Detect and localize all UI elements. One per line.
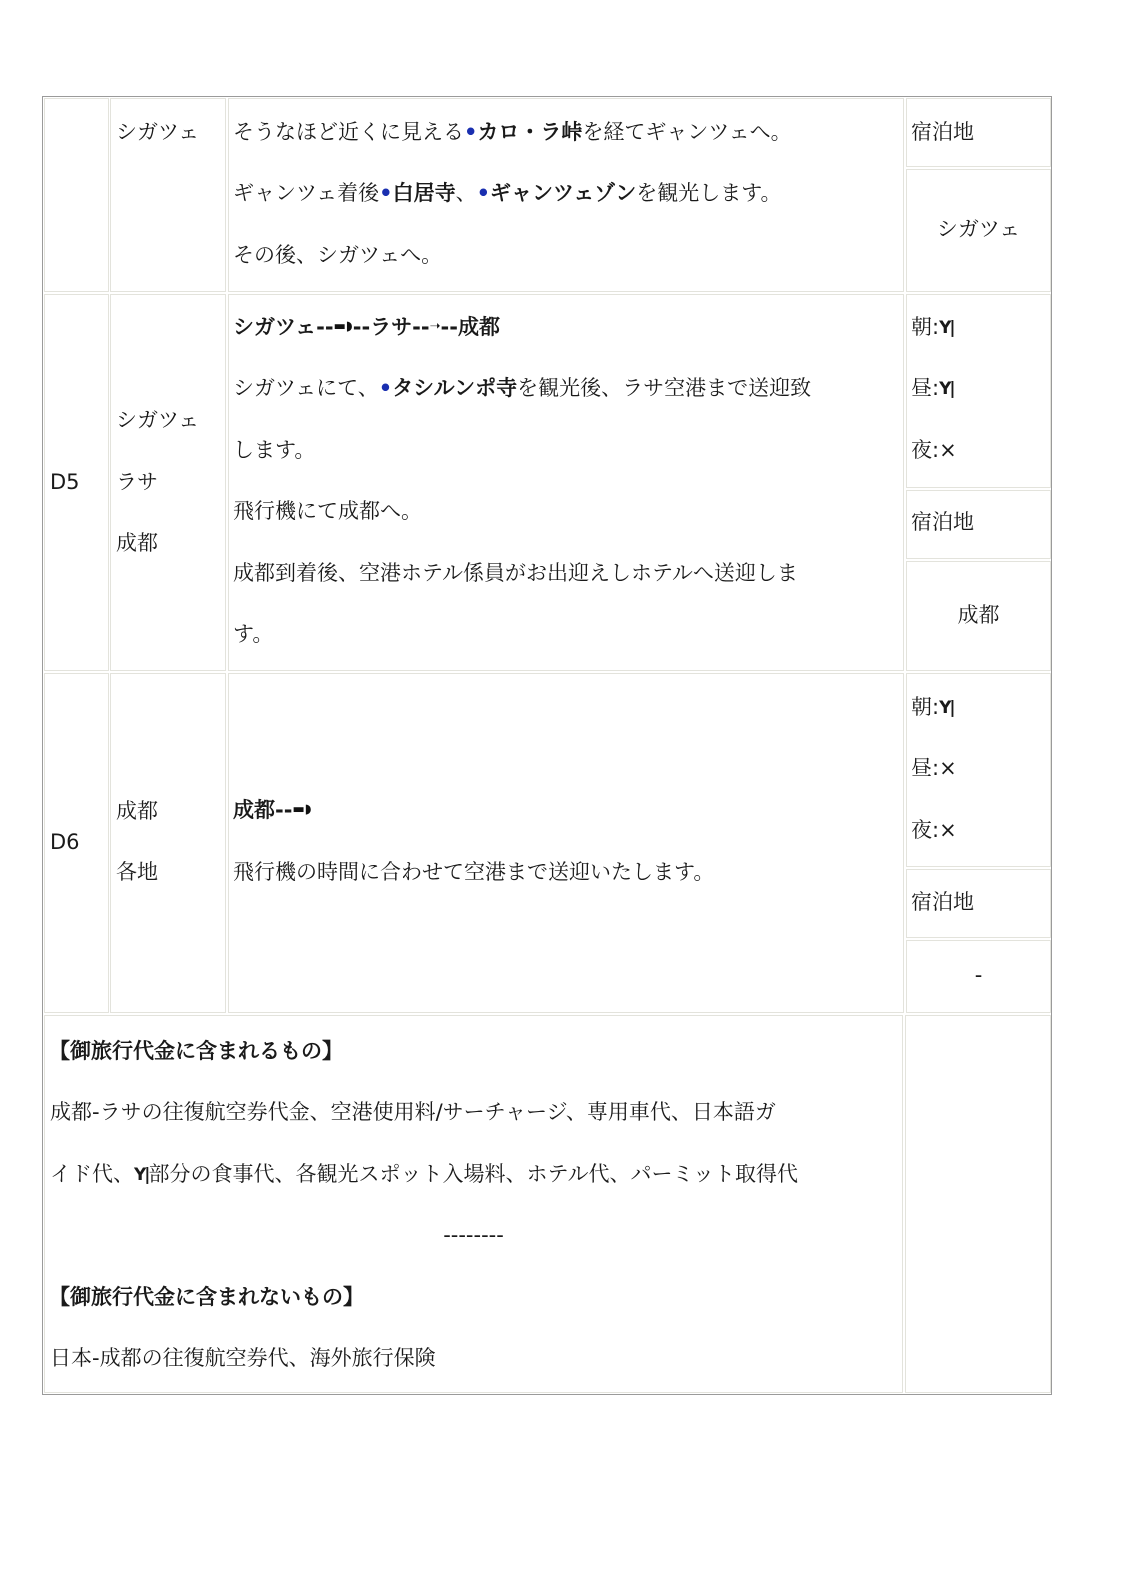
car-icon: ▬◗ <box>333 319 353 334</box>
fork-knife-icon: Y| <box>134 1165 149 1185</box>
lodging-label-cell <box>906 490 1051 559</box>
itinerary-table <box>42 96 1052 1395</box>
fork-knife-icon: Y| <box>939 698 954 718</box>
bullet-icon: • <box>378 376 393 400</box>
place-cell <box>110 673 226 1013</box>
lodging-label: 宿泊地 <box>911 890 974 914</box>
notes-side-cell <box>905 1015 1051 1393</box>
place-cell <box>110 98 226 292</box>
itinerary-line: シガツェにて、•タシルンポ寺を観光後、ラサ空港まで送迎致 <box>233 376 812 400</box>
meals-cell <box>906 294 1051 488</box>
day-label: D6 <box>50 830 80 854</box>
lodging-cell <box>906 561 1051 671</box>
plane-icon: ➝ <box>429 319 441 334</box>
meal-lunch: 昼:Y| <box>911 376 954 400</box>
included-text: イド代、Y|部分の食事代、各観光スポット入場料、ホテル代、パーミット取得代 <box>50 1162 799 1186</box>
excluded-text: 日本-成都の往復航空券代、海外旅行保険 <box>50 1346 436 1370</box>
notes-cell <box>44 1015 903 1393</box>
meal-breakfast: 朝:Y| <box>911 315 954 339</box>
lodging-label: 宿泊地 <box>911 510 974 534</box>
place-name: シガツェ <box>116 120 200 144</box>
included-title: 【御旅行代金に含まれるもの】 <box>49 1039 343 1063</box>
lodging-label-cell <box>906 869 1051 938</box>
bullet-icon: • <box>379 181 393 205</box>
itinerary-cell <box>228 294 904 671</box>
place-name: ラサ <box>116 470 158 494</box>
route-line: シガツェ--▬◗--ラサ--➝--成都 <box>233 315 500 339</box>
day-cell <box>44 98 109 292</box>
excluded-title: 【御旅行代金に含まれないもの】 <box>49 1285 364 1309</box>
itinerary-line: します。 <box>233 438 316 462</box>
car-icon: ▬◗ <box>292 802 312 817</box>
itinerary-line: そうなほど近くに見える•カロ・ラ峠を経てギャンツェへ。 <box>233 120 792 144</box>
bullet-icon: • <box>464 120 478 144</box>
meal-dinner: 夜:× <box>911 818 957 842</box>
day-label: D5 <box>50 470 80 494</box>
sight-name: カロ・ラ峠 <box>477 120 583 144</box>
day-cell <box>44 294 109 671</box>
meal-lunch: 昼:× <box>911 756 957 780</box>
lodging-name: - <box>974 963 983 987</box>
bullet-icon: • <box>476 181 491 205</box>
place-cell <box>110 294 226 671</box>
meal-dinner: 夜:× <box>911 438 957 462</box>
itinerary-cell <box>228 98 904 292</box>
lodging-cell <box>906 940 1051 1013</box>
lodging-cell <box>906 169 1051 292</box>
route-line: 成都--▬◗ <box>233 798 312 822</box>
itinerary-cell <box>228 673 904 1013</box>
included-text: 成都-ラサの往復航空券代金、空港使用料/サーチャージ、専用車代、日本語ガ <box>50 1100 776 1124</box>
lodging-name: シガツェ <box>936 217 1021 241</box>
itinerary-line: ギャンツェ着後•白居寺、•ギャンツェゾンを観光します。 <box>233 181 782 205</box>
place-name: 成都 <box>116 531 158 555</box>
lodging-label: 宿泊地 <box>911 120 974 144</box>
day-cell <box>44 673 109 1013</box>
lodging-label-cell <box>906 98 1051 167</box>
place-name: シガツェ <box>116 408 200 432</box>
itinerary-line: その後、シガツェへ。 <box>233 243 443 267</box>
meals-cell <box>906 673 1051 867</box>
lodging-name: 成都 <box>957 603 1000 627</box>
place-name: 各地 <box>116 860 158 884</box>
fork-knife-icon: Y| <box>939 318 954 338</box>
place-name: 成都 <box>116 799 158 823</box>
divider: -------- <box>443 1223 504 1247</box>
fork-knife-icon: Y| <box>939 379 954 399</box>
itinerary-line: 飛行機の時間に合わせて空港まで送迎いたします。 <box>233 860 715 884</box>
itinerary-line: 成都到着後、空港ホテル係員がお出迎えしホテルへ送迎しま <box>233 561 798 585</box>
sight-name: タシルンポ寺 <box>392 376 518 400</box>
itinerary-line: 飛行機にて成都へ。 <box>233 499 422 523</box>
itinerary-line: す。 <box>233 622 274 646</box>
meal-breakfast: 朝:Y| <box>911 695 954 719</box>
sight-name: 白居寺 <box>392 181 456 205</box>
sight-name: ギャンツェゾン <box>490 181 637 205</box>
